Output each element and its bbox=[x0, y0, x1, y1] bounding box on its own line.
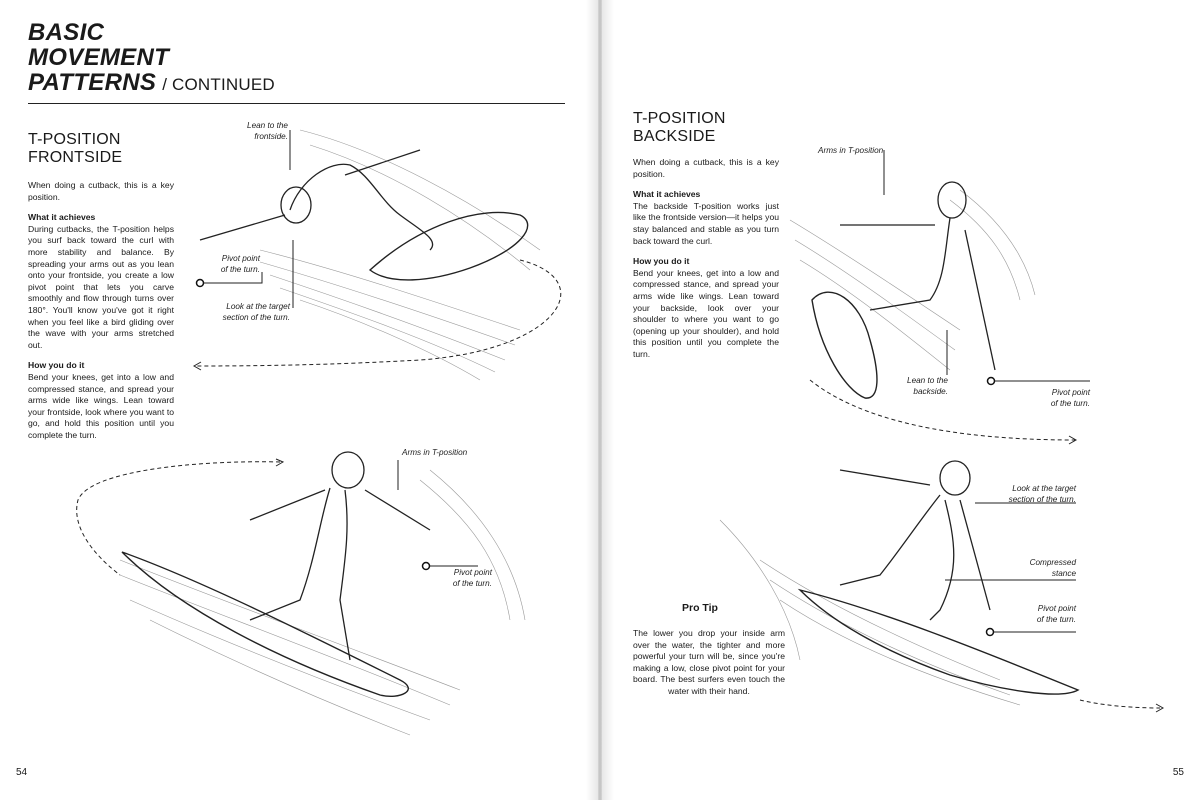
surfboard-top-left bbox=[370, 212, 528, 279]
callout-arms-backside-line-1: Arms in T-position bbox=[818, 146, 884, 155]
surfer-leg-right-bottom-right bbox=[930, 500, 954, 620]
callout-pivot-top-line-2: of the turn. bbox=[220, 264, 260, 274]
turn-path-bottom-right bbox=[1080, 700, 1160, 708]
page-number-right: 55 bbox=[1172, 767, 1184, 778]
pivot-dot-top-right bbox=[988, 378, 995, 385]
surfboard-top-right bbox=[812, 292, 877, 398]
page-number-left: 54 bbox=[16, 767, 28, 778]
callout-look-backside-line-2: section of the turn. bbox=[1008, 494, 1076, 504]
surfer-leg-left-bottom-right bbox=[840, 495, 940, 585]
pro-tip-text: The lower you drop your inside arm over the water, the tighter and more powerful your turn will be, since you're making a low, close pivot point for your board. The best surfers even touch the water with their hand. bbox=[633, 628, 785, 696]
wave-lines-top-right bbox=[790, 190, 1035, 370]
callout-pivot-backside-bottom-line-1: Pivot point bbox=[1037, 604, 1076, 613]
turn-path-top-right bbox=[810, 380, 1075, 440]
callout-lean-backside-line-1: Lean to the bbox=[907, 376, 948, 385]
pivot-dot-bottom-right bbox=[987, 629, 994, 636]
callout-compressed-line-2: stance bbox=[1051, 568, 1076, 578]
callout-pivot-backside-top-line-2: of the turn. bbox=[1050, 398, 1090, 408]
surfer-arm-left bbox=[200, 215, 285, 240]
backside-howto-text: Bend your knees, get into a low and compressed stance, and spread your arms wide like wings. Lean toward your backside, look over your shoulder to where you want to go (opening up your shoulder), and hold this position until you complete the turn. bbox=[633, 267, 779, 359]
callout-compressed-line-1: Compressed bbox=[1029, 558, 1076, 567]
wave-lines-bottom-left bbox=[120, 470, 525, 735]
callout-lean-line-1: Lean to the bbox=[247, 121, 288, 130]
wave-lines-bottom-right bbox=[720, 520, 1020, 705]
illustration-backside-bottom bbox=[720, 461, 1078, 705]
callout-lean-line-2: frontside. bbox=[254, 131, 288, 141]
callout-pivot-bottom-line-1: Pivot point bbox=[453, 568, 492, 577]
backside-title-line-1: T-POSITION bbox=[633, 110, 726, 127]
pro-tip-title: Pro Tip bbox=[682, 602, 718, 614]
title-suffix: / CONTINUED bbox=[162, 75, 275, 94]
surfer-arm-left-bottom-right bbox=[840, 470, 930, 485]
title-line-3-text: PATTERNS bbox=[28, 69, 157, 96]
achieves-heading: What it achieves bbox=[28, 212, 96, 223]
surfer-head-bottom-right bbox=[940, 461, 970, 495]
surfboard-bottom-right bbox=[800, 590, 1078, 694]
backside-intro: When doing a cutback, this is a key position. bbox=[633, 157, 779, 179]
callout-lean-backside-line-2: backside. bbox=[913, 386, 948, 396]
backside-achieves-heading: What it achieves bbox=[633, 189, 701, 200]
callout-look-line-2: section of the turn. bbox=[222, 312, 290, 322]
howto-heading: How you do it bbox=[28, 360, 85, 371]
surfer-leg-left bbox=[250, 488, 330, 620]
surfer-arm-out-right bbox=[365, 490, 430, 530]
illustration-backside-top bbox=[790, 182, 1035, 398]
callout-look-line-1: Look at the target bbox=[226, 302, 290, 311]
surfer-head-top-left bbox=[281, 187, 311, 223]
turn-path-bottom-left bbox=[77, 462, 280, 575]
surfer-arm-out-left bbox=[250, 490, 325, 520]
surfer-head-top-right bbox=[938, 182, 966, 218]
howto-text: Bend your knees, get into a low and compressed stance, and spread your arms wide like wings. Lean toward your frontside, look where you want to go, and hold this position until you complete the turn. bbox=[28, 371, 174, 440]
turn-path-arrow-bottom-left bbox=[276, 459, 283, 466]
callout-pivot-top-line-1: Pivot point bbox=[221, 254, 260, 263]
title-line-2: MOVEMENT bbox=[28, 44, 170, 71]
backside-title-line-2: BACKSIDE bbox=[633, 128, 716, 145]
illustration-frontside-top bbox=[200, 130, 540, 380]
pivot-dot-top-left bbox=[197, 280, 204, 287]
surfer-head-bottom-left bbox=[332, 452, 364, 488]
backside-achieves-text: The backside T-position works just like the frontside version—it helps you stay balanced and stable as you turn back toward the curl. bbox=[633, 200, 779, 246]
turn-path-top-left bbox=[195, 260, 561, 366]
title-line-1: BASIC bbox=[28, 19, 105, 46]
leader-pivot-top bbox=[203, 272, 262, 283]
backside-howto-heading: How you do it bbox=[633, 256, 690, 267]
callout-pivot-backside-top-line-1: Pivot point bbox=[1051, 388, 1090, 397]
section-title-line-1: T-POSITION bbox=[28, 131, 121, 148]
callout-pivot-backside-bottom-line-2: of the turn. bbox=[1036, 614, 1076, 624]
achieves-text: During cutbacks, the T-position helps you surf back toward the curl with more stability and balance. By spreading your arms out as you lean onto your frontside, you create a low pivot point that lets you carve smoothly and flow through turns over 180°. You'll know you've got it right when you feel like a bird gliding over the wave with your arms stretched out. bbox=[28, 223, 174, 350]
frontside-intro: When doing a cutback, this is a key position. bbox=[28, 180, 174, 202]
surfer-arm-right-bottom-right bbox=[960, 500, 990, 610]
callout-pivot-bottom-line-2: of the turn. bbox=[452, 578, 492, 588]
surfer-arm-right-top-right bbox=[965, 230, 995, 370]
section-title-line-2: FRONTSIDE bbox=[28, 149, 123, 166]
pivot-dot-bottom-left bbox=[423, 563, 430, 570]
callout-look-backside-line-1: Look at the target bbox=[1012, 484, 1076, 493]
surfer-body-top-right bbox=[870, 218, 950, 310]
callout-arms-line-1: Arms in T-position bbox=[402, 448, 468, 457]
illustration-frontside-bottom bbox=[120, 452, 525, 735]
surfer-leg-right bbox=[340, 490, 350, 660]
